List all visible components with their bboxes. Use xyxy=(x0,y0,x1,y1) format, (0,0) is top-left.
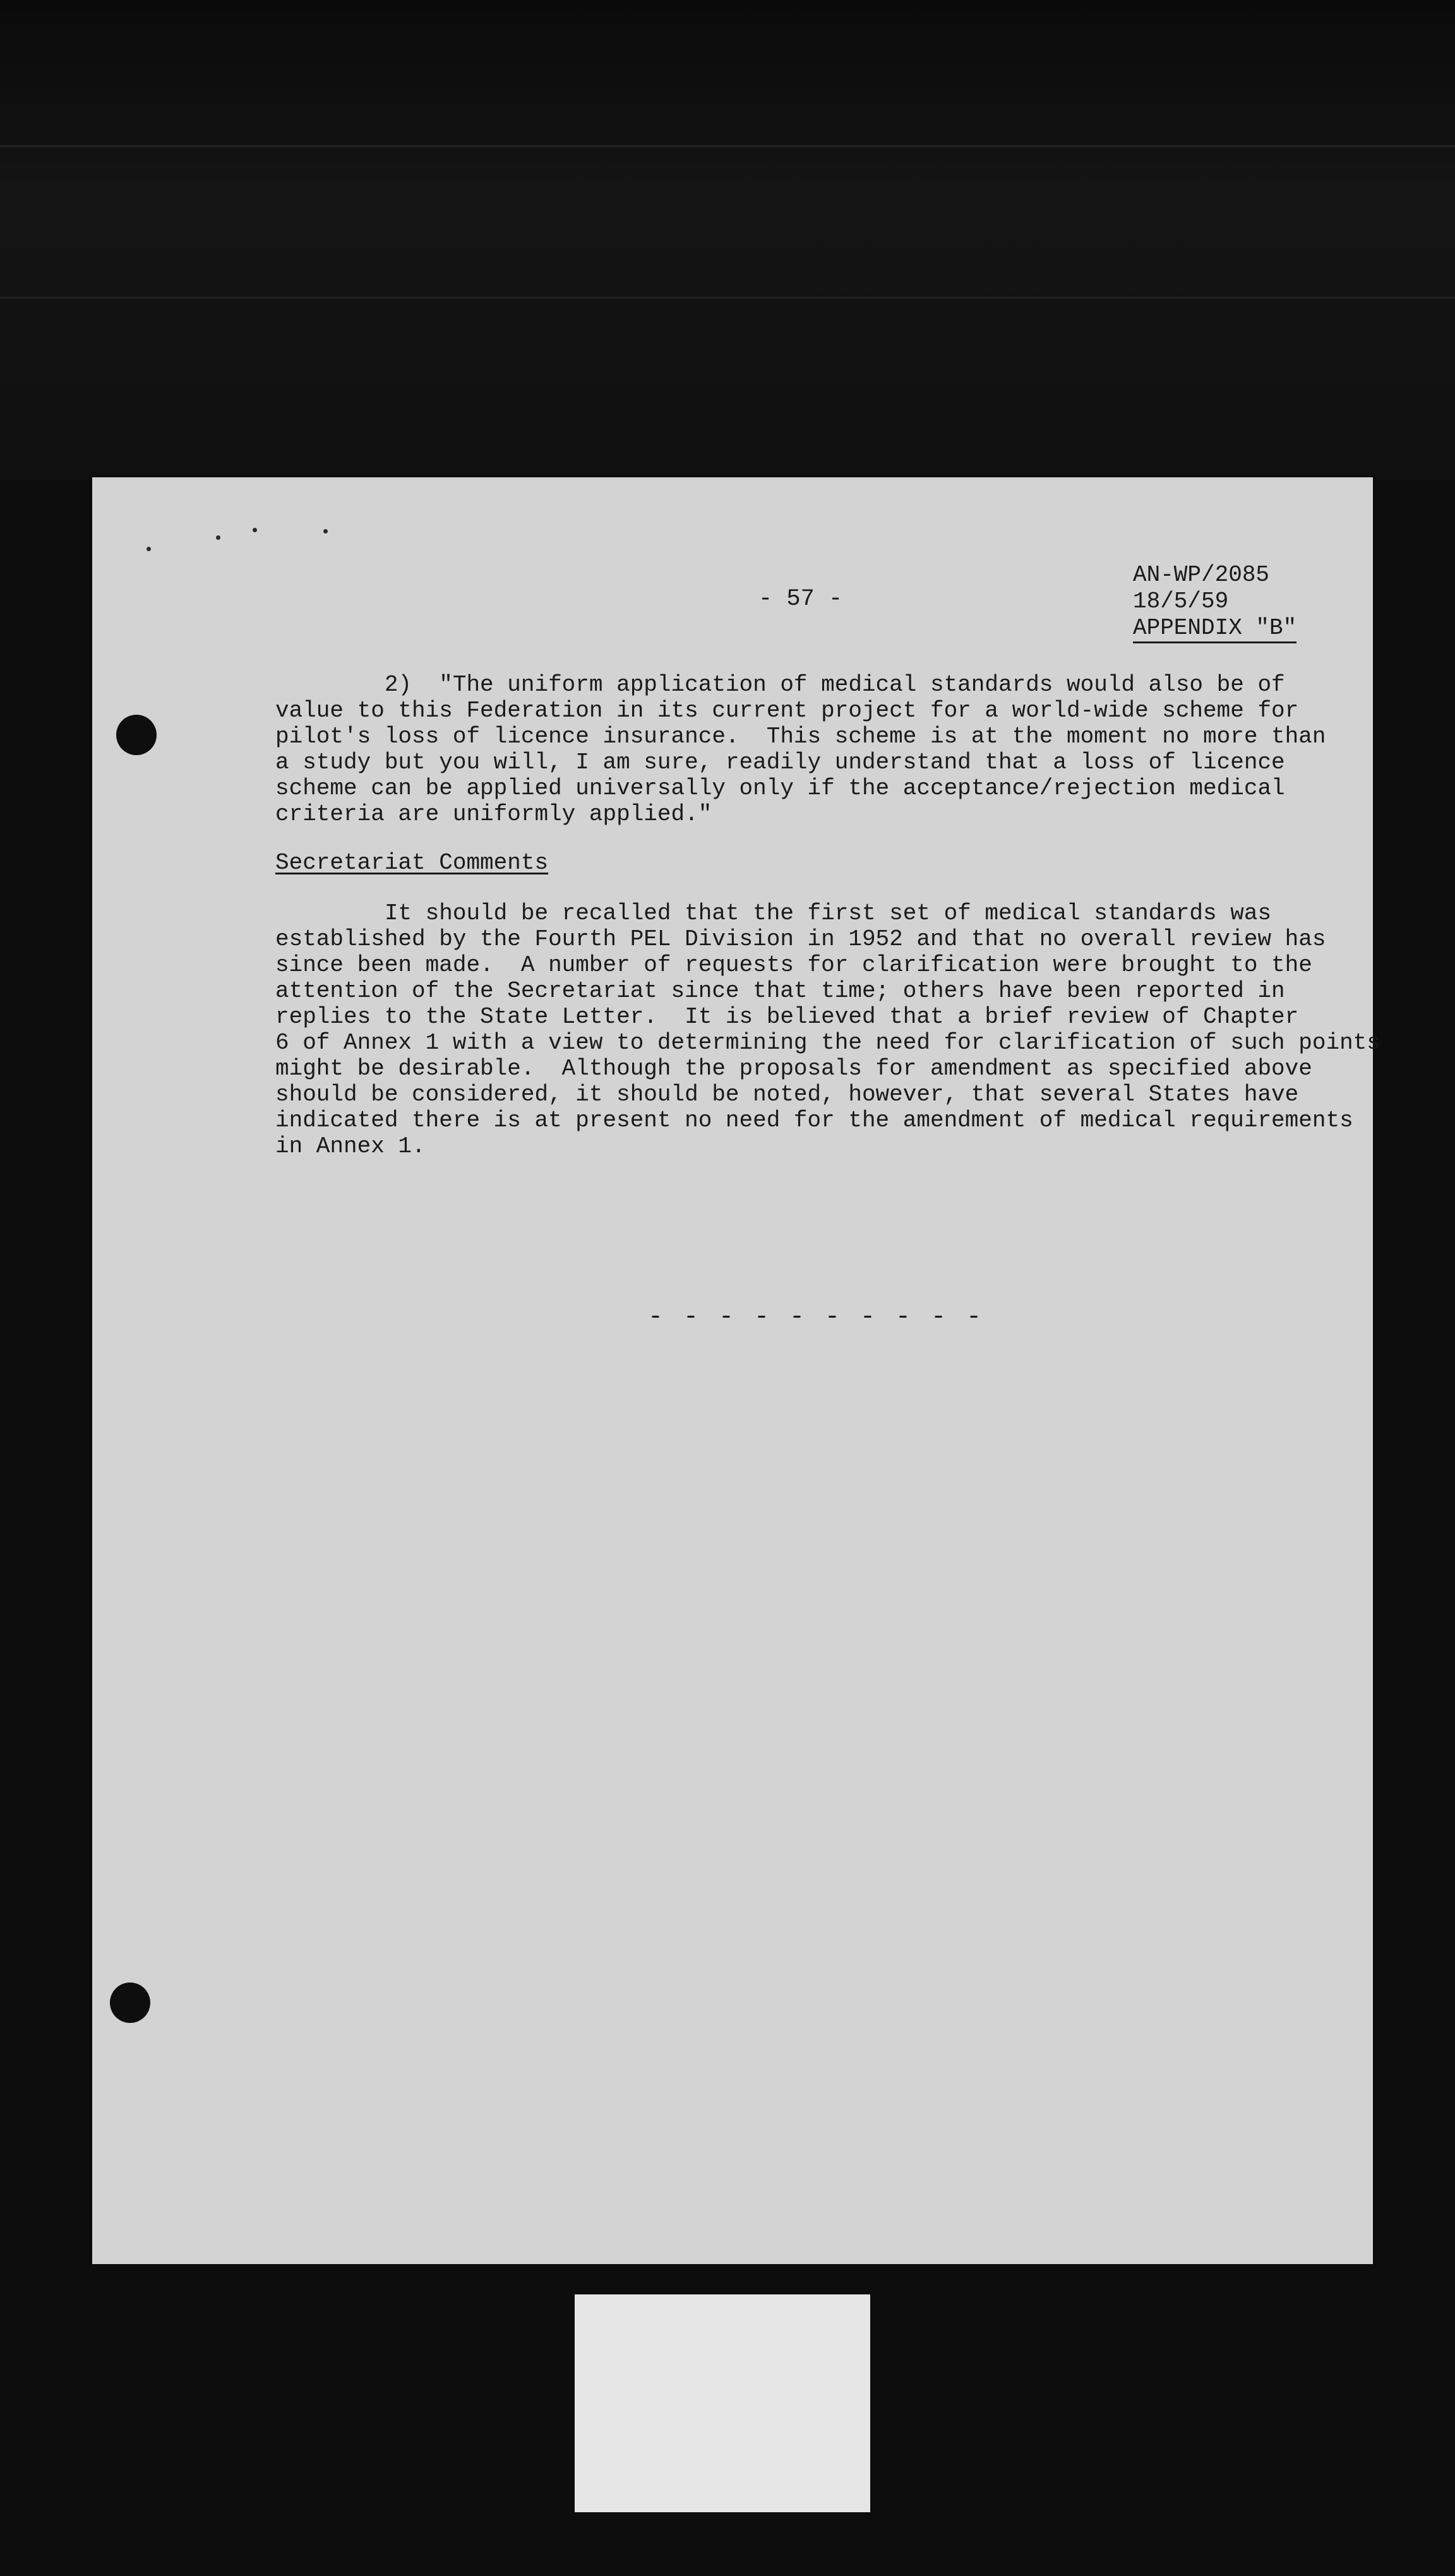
page-number: - 57 - xyxy=(758,586,843,612)
text-line: criteria are uniformly applied." xyxy=(275,801,712,827)
quoted-paragraph xyxy=(275,672,1362,827)
text-line: since been made. A number of requests for clarification were brought to the xyxy=(275,952,1312,978)
document-date: 18/5/59 xyxy=(1133,588,1229,614)
paper-speck xyxy=(323,529,328,534)
document-reference-block xyxy=(1133,562,1296,641)
text-line: value to this Federation in its current project for a world-wide scheme for xyxy=(275,698,1299,724)
text-line: scheme can be applied universally only if the acceptance/rejection medical xyxy=(275,775,1285,801)
text-line: in Annex 1. xyxy=(275,1133,426,1159)
text-line: pilot's loss of licence insurance. This scheme is at the moment no more than xyxy=(275,724,1326,749)
appendix-label: APPENDIX "B" xyxy=(1133,615,1296,643)
section-divider: - - - - - - - - - - xyxy=(648,1303,985,1332)
document-page xyxy=(92,477,1380,2264)
punch-hole-top xyxy=(116,715,157,755)
text-line: a study but you will, I am sure, readily understand that a loss of licence xyxy=(275,749,1285,775)
punch-hole-bottom xyxy=(110,1983,150,2023)
secretariat-comments-paragraph xyxy=(275,900,1380,1159)
paper-speck xyxy=(147,547,151,551)
scan-streak xyxy=(0,145,1455,147)
paper-speck xyxy=(253,528,257,532)
section-heading: Secretariat Comments xyxy=(275,850,549,876)
text-line: replies to the State Letter. It is believed that a brief review of Chapter xyxy=(275,1004,1299,1030)
text-line: indicated there is at present no need for the amendment of medical requirements xyxy=(275,1107,1353,1133)
text-line: might be desirable. Although the proposals for amendment as specified above xyxy=(275,1056,1312,1082)
text-line: established by the Fourth PEL Division in 1952 and that no overall review has xyxy=(275,926,1326,952)
scan-streak xyxy=(0,297,1455,299)
scan-background xyxy=(0,0,1455,480)
paper-speck xyxy=(216,535,220,540)
text-line: 6 of Annex 1 with a view to determining the need for clarification of such points xyxy=(275,1030,1380,1056)
text-line: attention of the Secretariat since that time; others have been reported in xyxy=(275,978,1285,1004)
document-reference: AN-WP/2085 xyxy=(1133,562,1270,588)
text-line: 2) "The uniform application of medical standards would also be of xyxy=(275,672,1285,698)
blank-label-card xyxy=(575,2294,870,2512)
text-line: It should be recalled that the first set of medical standards was xyxy=(275,900,1272,926)
text-line: should be considered, it should be noted, however, that several States have xyxy=(275,1082,1299,1107)
